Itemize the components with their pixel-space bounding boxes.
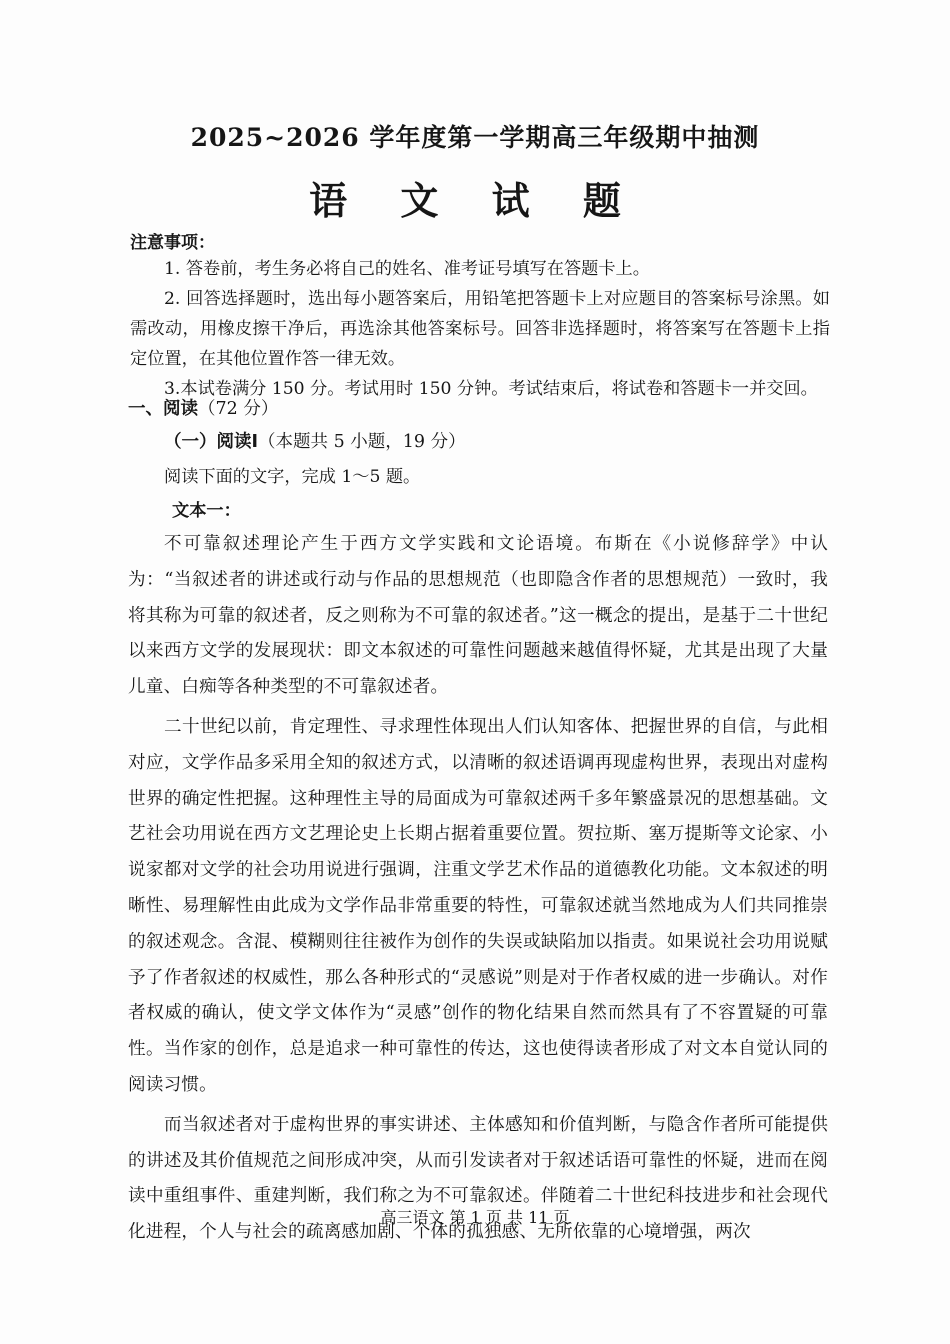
note-item-1: 1. 答卷前，考生务必将自己的姓名、准考证号填写在答题卡上。 — [164, 259, 650, 279]
section-heading — [128, 395, 278, 420]
sub-heading-info: （本题共 5 小题，19 分） — [258, 432, 466, 452]
section-score: （72 分） — [198, 399, 279, 419]
exam-name: 2025~2026 学年度第一学期高三年级期中抽测 — [190, 123, 760, 152]
sub-heading — [164, 428, 466, 453]
note-item-2: 2. 回答选择题时，选出每小题答案后，用铅笔把答题卡上对应题目的答案标号涂黑。如需改动，用橡皮擦干净后，再选涂其他答案标号。回答非选择题时，将答案写在答题卡上指定位置，在其他位置作答一律无效。 — [130, 289, 830, 369]
notes-heading: 注意事项： — [130, 233, 215, 253]
sub-heading-label: （一）阅读Ⅰ — [164, 432, 259, 452]
notes-list — [130, 254, 830, 404]
passage-paragraph-3: 而当叙述者对于虚构世界的事实讲述、主体感知和价值判断，与隐含作者所可能提供的讲述及其价值规范之间形成冲突，从而引发读者对于叙述话语可靠性的怀疑，进而在阅读中重组事件、重建判断，我们称之为不可靠叙述。伴随着二十世纪科技进步和社会现代化进程，个人与社会的疏离感加剧、个体的孤独感、无所依靠的心境增强，两次 — [128, 1114, 828, 1243]
passage-paragraph-1: 不可靠叙述理论产生于西方文学实践和文论语境。布斯在《小说修辞学》中认为：“当叙述者的讲述或行动与作品的思想规范（也即隐含作者的思想规范）一致时，我将其称为可靠的叙述者，反之则称为不可靠的叙述者。”这一概念的提出，是基于二十世纪以来西方文学的发展现状：即文本叙述的可靠性问题越来越值得怀疑，尤其是出现了大量儿童、白痴等各种类型的不可靠叙述者。 — [128, 534, 828, 698]
passage — [128, 527, 828, 1255]
section-heading-label: 一、阅读 — [128, 399, 198, 419]
page-footer: 高三语文 第 1 页 共 11 页 — [380, 1208, 570, 1227]
note-item-3: 3.本试卷满分 150 分。考试用时 150 分钟。考试结束后，将试卷和答题卡一并交回。 — [164, 379, 818, 399]
passage-paragraph-2: 二十世纪以前，肯定理性、寻求理性体现出人们认知客体、把握世界的自信，与此相对应，文学作品多采用全知的叙述方式，以清晰的叙述语调再现虚构世界，表现出对虚构世界的确定性把握。这种理性主导的局面成为可靠叙述两千多年繁盛景况的思想基础。文艺社会功用说在西方文艺理论史上长期占据着重要位置。贺拉斯、塞万提斯等文论家、小说家都对文学的社会功用说进行强调，注重文学艺术作品的道德教化功能。文本叙述的明晰性、易理解性由此成为文学作品非常重要的特性，可靠叙述就当然地成为人们共同推崇的叙述观念。含混、模糊则往往被作为创作的失误或缺陷加以指责。如果说社会功用说赋予了作者叙述的权威性，那么各种形式的“灵感说”则是对于作者权威的进一步确认。对作者权威的确认，使文学文体作为“灵感”创作的物化结果自然而然具有了不容置疑的可靠性。当作家的创作，总是追求一种可靠性的传达，这也使得读者形成了对文本自觉认同的阅读习惯。 — [128, 716, 828, 1095]
text-label: 文本一： — [172, 501, 241, 521]
exam-title: 语 文 试 题 — [309, 179, 641, 223]
reading-instruction: 阅读下面的文字，完成 1～5 题。 — [164, 467, 421, 487]
